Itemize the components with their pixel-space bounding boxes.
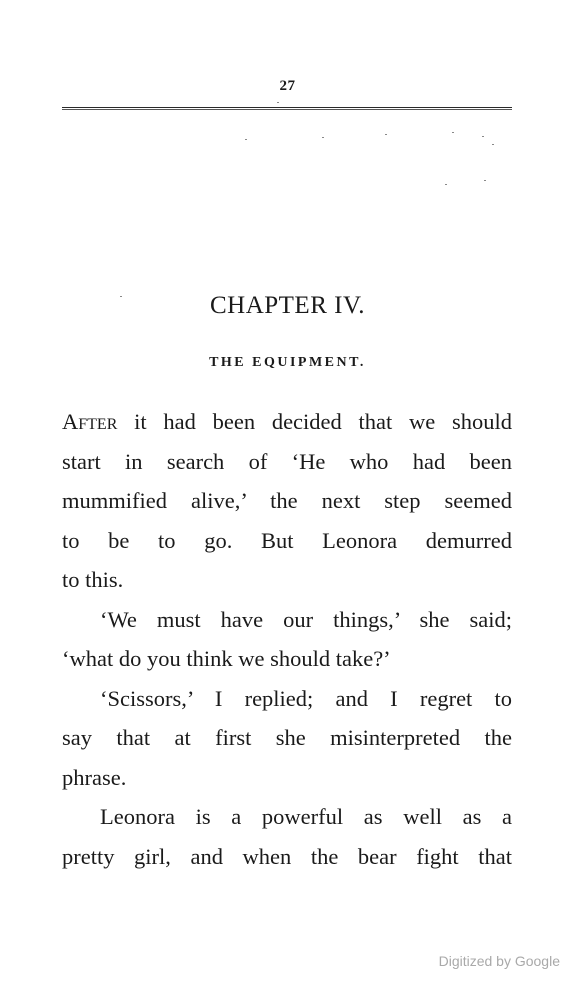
text-line: start in search of ‘He who had been (62, 448, 512, 474)
digitized-watermark: Digitized by Google (438, 953, 560, 969)
body-text (62, 402, 512, 876)
scan-speck (484, 180, 486, 181)
text-line: to be to go. But Leonora demurred (62, 527, 512, 553)
text-line: mummified alive,’ the next step seemed (62, 488, 512, 513)
opening-word: After (62, 409, 118, 434)
chapter-subtitle: THE EQUIPMENT. (209, 355, 366, 370)
text-line: Leonora is a powerful as well as a (100, 804, 512, 829)
text-line: say that at first she misinterpreted the (62, 725, 512, 750)
text-line: ‘We must have our things,’ she said; (100, 606, 512, 632)
text-line: ‘what do you think we should take?’ (62, 646, 391, 671)
text-line: phrase. (62, 764, 127, 790)
scan-speck (445, 184, 447, 185)
chapter-title: CHAPTER IV. (209, 292, 366, 319)
text-line-content: it had been decided that we should (117, 409, 512, 434)
scan-speck (452, 132, 454, 133)
scan-speck (492, 144, 494, 145)
text-line: to this. (62, 567, 124, 592)
scan-speck (322, 137, 324, 138)
scan-speck (245, 139, 247, 140)
scan-speck (482, 136, 484, 137)
scan-speck (277, 102, 279, 103)
text-line: pretty girl, and when the bear fight that (62, 843, 512, 869)
text-line (62, 402, 512, 442)
scan-speck (385, 134, 387, 135)
text-line: ‘Scissors,’ I replied; and I regret to (100, 685, 512, 711)
header-rule (62, 107, 512, 110)
page-number: 27 (279, 78, 296, 94)
